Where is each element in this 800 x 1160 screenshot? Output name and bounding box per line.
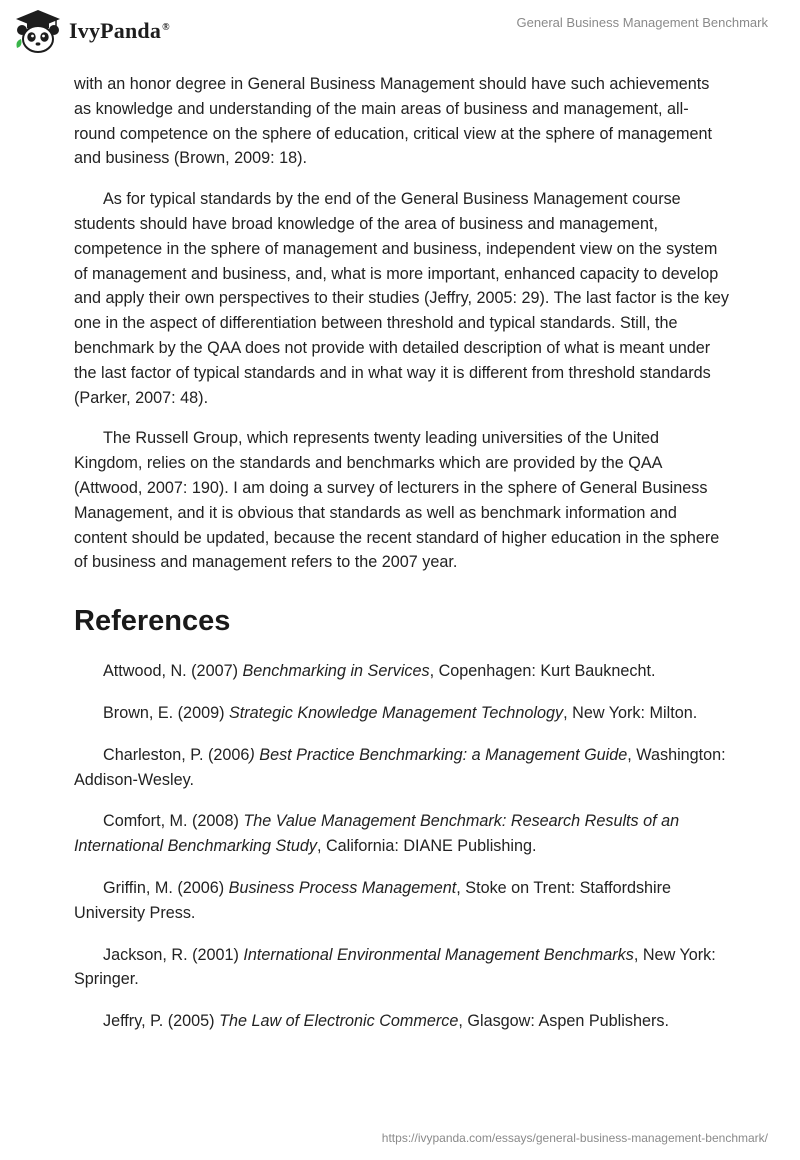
reference-item: Jackson, R. (2001) International Environmental Management Benchmarks, New York: Springer.: [74, 945, 716, 989]
source-url-link[interactable]: https://ivypanda.com/essays/general-business-management-benchmark/: [381, 1131, 768, 1145]
references-list: [74, 659, 730, 1034]
references-heading: References: [74, 605, 231, 638]
panda-logo-icon: [14, 8, 62, 54]
body-paragraph: with an honor degree in General Business Management should have such achievements as knowledge and understanding of the main areas of business and management, all-round competence on the sphere of education, critical view at the sphere of management and business (Brown, 2009: 18).: [74, 75, 712, 168]
reference-item: Jeffry, P. (2005) The Law of Electronic Commerce, Glasgow: Aspen Publishers.: [103, 1012, 669, 1031]
reference-item: Charleston, P. (2006) Best Practice Benchmarking: a Management Guide, Washington: Addison-Wesley.: [74, 745, 726, 789]
brand-name: IvyPanda®: [69, 18, 170, 43]
reference-item: Attwood, N. (2007) Benchmarking in Services, Copenhagen: Kurt Bauknecht.: [103, 662, 656, 681]
reference-item: Brown, E. (2009) Strategic Knowledge Management Technology, New York: Milton.: [103, 703, 698, 722]
brand-logo[interactable]: [14, 7, 170, 55]
document-title: General Business Management Benchmark: [516, 15, 768, 30]
body-paragraph: As for typical standards by the end of the General Business Management course students should have broad knowledge of the area of business and management, competence in the sphere of management and business, independent view on the system of management and business, and, what is more important, enhanced capacity to develop and apply their own perspectives to their studies (Jeffry, 2005: 29). The last factor is the key one in the aspect of differentiation between threshold and typical standards. Still, the benchmark by the QAA does not provide with detailed description of what is meant under the last factor of typical standards and in what way it is different from threshold standards (Parker, 2007: 48).: [74, 190, 730, 407]
body-paragraph: The Russell Group, which represents twenty leading universities of the United Kingdom, relies on the standards and benchmarks which are provided by the QAA (Attwood, 2007: 190). I am doing a survey of lecturers in the sphere of General Business Management, and it is obvious that standards as well as benchmark information and content should be updated, because the recent standard of higher education in the sphere of business and management refers to the 2007 year.: [74, 429, 720, 572]
reference-item: Griffin, M. (2006) Business Process Management, Stoke on Trent: Staffordshire University Press.: [74, 878, 672, 922]
essay-content: [74, 72, 730, 1051]
reference-item: Comfort, M. (2008) The Value Management Benchmark: Research Results of an International Benchmarking Study, California: DIANE Publishing.: [74, 812, 680, 856]
